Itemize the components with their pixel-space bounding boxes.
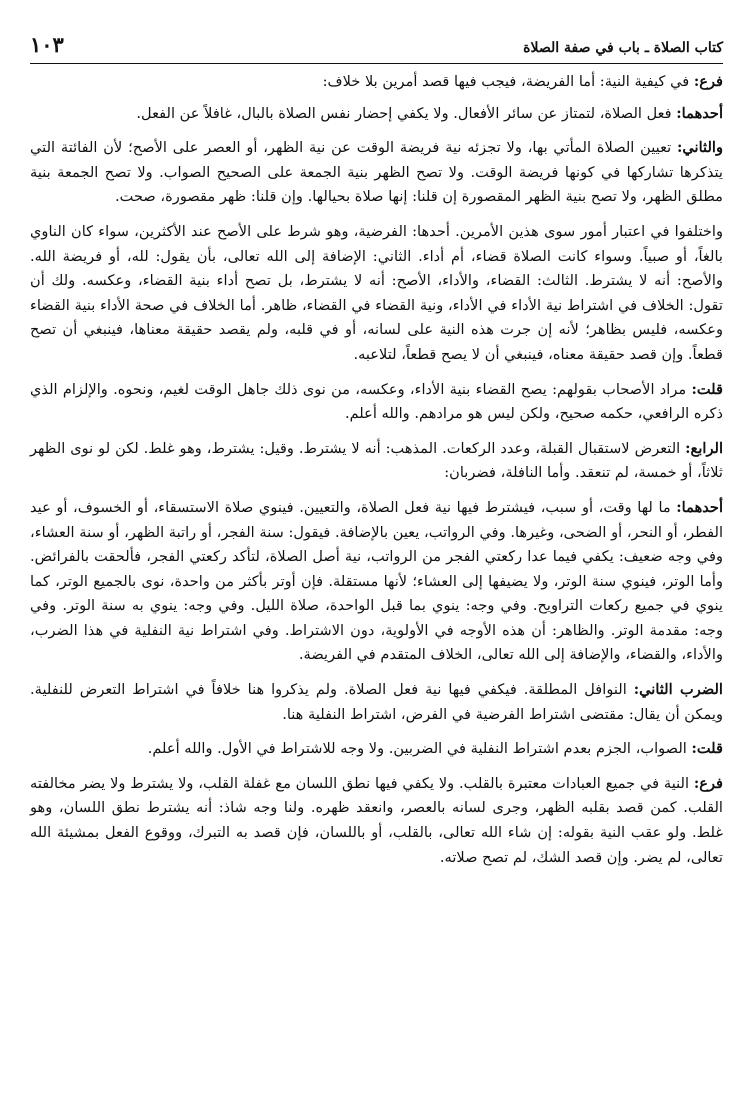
page-header <box>30 32 723 64</box>
running-title: كتاب الصلاة ـ باب في صفة الصلاة <box>523 40 723 56</box>
paragraph-lead: أحدهما: <box>676 498 723 516</box>
paragraph <box>30 136 723 210</box>
paragraph-lead: فرع: <box>693 774 723 792</box>
paragraph-text: النوافل المطلقة. فيكفي فيها نية فعل الصلاة. ولم يذكروا هنا خلافاً في اشتراط التعرض للنفلية. ويمكن أن يقال: مقتضى اشتراط الفرضية في الفرض، اشتراط النفلية هنا. <box>30 681 723 723</box>
paragraph-lead: والثاني: <box>676 139 723 157</box>
paragraph <box>30 378 723 427</box>
paragraph-text: واختلفوا في اعتبار أمور سوى هذين الأمرين. أحدها: الفرضية، وهو شرط على الأصح عند الأكثرين، سواء كان الناوي بالغاً، أو صبياً. وسواء كانت الصلاة قضاء، أم أداء. الثاني: الإضافة إلى الله تعالى، بأن يقول: لله، أو فريضة الله. والأصح: أنه لا يشترط. الثالث: القضاء، والأداء، الأصح: أنه لا يشترط، بل تصح أداء بنية القضاء، وعكسه. ولك أن تقول: الخلاف في اشتراط نية الأداء في الأداء، ونية القضاء في القضاء، ظاهر. أما الخلاف في صحة الأداء بنية القضاء وعكسه، فليس بظاهر؛ لأنه إن جرت هذه النية على لسانه، أو في قلبه، ولم يقصد حقيقة معناها، فينبغي أن تصح قطعاً. وإن قصد حقيقة معناه، فينبغي أن لا يصح قطعاً، لتلاعبه. <box>30 222 723 363</box>
paragraph <box>30 678 723 727</box>
paragraph-lead: الرابع: <box>685 439 723 457</box>
paragraph-text: في كيفية النية: أما الفريضة، فيجب فيها قصد أمرين بلا خلاف: <box>322 73 694 90</box>
paragraph <box>30 772 723 870</box>
paragraph-lead: أحدهما: <box>676 104 723 122</box>
paragraph-lead: فرع: <box>693 73 723 90</box>
paragraph-lead: قلت: <box>691 740 723 758</box>
paragraph <box>30 737 723 762</box>
paragraph <box>30 220 723 368</box>
paragraph-text: الصواب، الجزم بعدم اشتراط النفلية في الضربين. ولا وجه للاشتراط في الأول. والله أعلم. <box>147 740 692 758</box>
paragraph-text: تعيين الصلاة المأتي بها، ولا تجزئه نية فريضة الوقت عن نية الظهر، أو العصر على الأصح؛ لأن الفائتة التي يتذكرها تشاركها في كونها فريضة الوقت. ولا تصح الظهر بنية الجمعة على الصحيح الصواب. ولا تصح الجمعة بنية مطلق الظهر، ولا تصح بنية الظهر المقصورة إن قلنا: إنها صلاة بحيالها. وإن قلنا: ظهر مقصورة، صحت. <box>30 139 723 206</box>
paragraph <box>30 70 723 95</box>
paragraph <box>30 437 723 486</box>
paragraph-text: فعل الصلاة، لتمتاز عن سائر الأفعال. ولا يكفي إحضار نفس الصلاة بالبال، غافلاً عن الفعل. <box>136 104 677 122</box>
paragraph-text: مراد الأصحاب بقولهم: يصح القضاء بنية الأداء، وعكسه، من نوى ذلك جاهل الوقت لغيم، ونحوه. والإلزام الذي ذكره الرافعي، حكمه صحيح، ولكن ليس هو مرادهم. والله أعلم. <box>30 380 723 423</box>
paragraph-text: التعرض لاستقبال القبلة، وعدد الركعات. المذهب: أنه لا يشترط. وقيل: يشترط، وهو غلط. لكن لو نوى الظهر ثلاثاً، أو خمسة، لم تنعقد. وأما النافلة، فضربان: <box>30 439 723 482</box>
page-body <box>30 70 723 870</box>
paragraph-lead: الضرب الثاني: <box>633 681 723 699</box>
page-number: ١٠٣ <box>30 32 64 57</box>
paragraph <box>30 496 723 668</box>
paragraph <box>30 102 723 127</box>
paragraph-text: ما لها وقت، أو سبب، فيشترط فيها نية فعل الصلاة، والتعيين. فينوي صلاة الاستسقاء، أو الخسوف، أو عيد الفطر، أو النحر، أو الضحى، وغيرها. وفي الرواتب، يعين بالإضافة. فيقول: سنة الفجر، أو راتبة الظهر، أو سنة العشاء، وفي وجه ضعيف: يكفي فيما عدا ركعتي الفجر من الرواتب، نية أصل الصلاة، لتأكد ركعتي الفجر، فألحقت بالفرائض. وأما الوتر، فينوي سنة الوتر، ولا يضيفها إلى العشاء؛ لأنها مستقلة. فإن أوتر بأكثر من واحدة، نوى بالجميع الوتر، كما ينوي في جميع ركعات التراويح. وفي وجه: ينوي بما قبل الواحدة، صلاة الليل. وفي وجه: ينوي به سنة الوتر. وفي وجه: مقدمة الوتر. والظاهر: أن هذه الأوجه في الأولوية، دون الاشتراط. وفي اشتراط نية النفلية في هذا الضرب، والأداء، والقضاء، والإضافة إلى الله تعالى، الخلاف المتقدم في الفريضة. <box>30 498 723 664</box>
paragraph-lead: قلت: <box>691 380 723 398</box>
paragraph-text: النية في جميع العبادات معتبرة بالقلب. ولا يكفي فيها نطق اللسان مع غفلة القلب، ولا يشترط ولا يضر مخالفته القلب. كمن قصد بقلبه الظهر، وجرى لسانه بالعصر، وانعقد ظهره. ولنا وجه شاذ: أنه يشترط نطق اللسان، وهو غلط. ولو عقب النية بقوله: إن شاء الله تعالى، بالقلب، أو باللسان، فإن قصد به التبرك، ووقوع الفعل بمشيئة الله تعالى، لم يضر. وإن قصد الشك، لم تصح صلاته. <box>30 774 723 866</box>
